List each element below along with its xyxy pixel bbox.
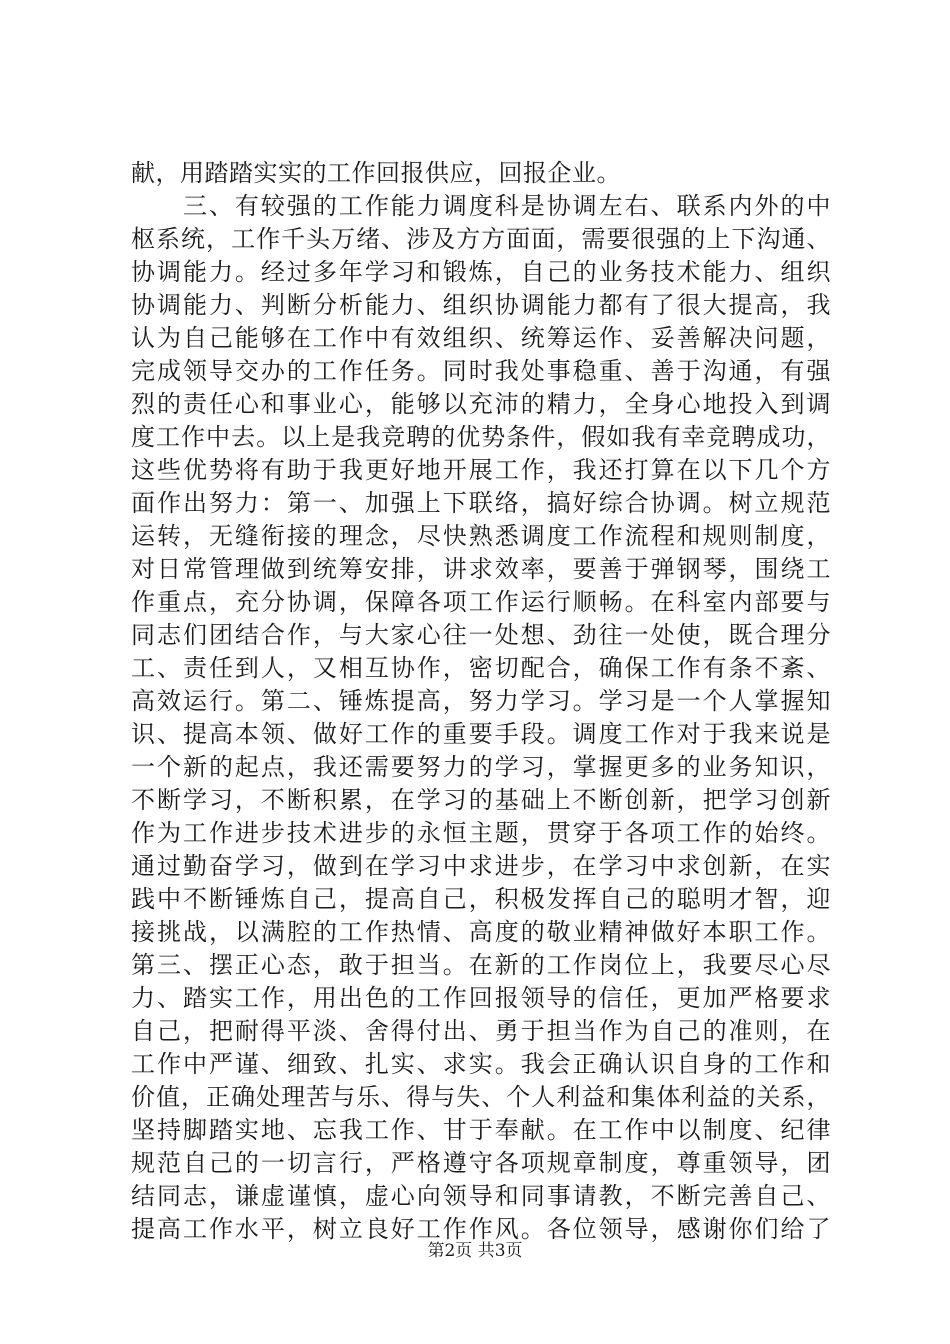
text-line-32: 结同志，谦虚谨慎，虚心向领导和同事请教，不断完善自己、 [131, 1182, 831, 1210]
text-line-6: 认为自己能够在工作中有效组织、统筹运作、妥善解决问题， [131, 324, 831, 352]
text-line-10: 这些优势将有助于我更好地开展工作，我还打算在以下几个方 [131, 456, 831, 484]
text-line-23: 践中不断锤炼自己，提高自己，积极发挥自己的聪明才智，迎 [131, 885, 831, 913]
text-line-20: 不断学习，不断积累，在学习的基础上不断创新，把学习创新 [131, 786, 831, 814]
text-line-4: 协调能力。经过多年学习和锻炼，自己的业务技术能力、组织 [131, 258, 831, 286]
text-line-31: 规范自己的一切言行，严格遵守各项规章制度，尊重领导，团 [131, 1149, 831, 1177]
text-line-27: 自己，把耐得平淡、舍得付出、勇于担当作为自己的准则，在 [131, 1017, 831, 1045]
document-body [131, 157, 831, 1246]
text-line-14: 作重点，充分协调，保障各项工作运行顺畅。在科室内部要与 [131, 588, 831, 616]
text-line-26: 力、踏实工作，用出色的工作回报领导的信任，更加严格要求 [131, 984, 831, 1012]
text-line-15: 同志们团结合作，与大家心往一处想、劲往一处使，既合理分 [131, 621, 831, 649]
text-line-13: 对日常管理做到统筹安排，讲求效率，要善于弹钢琴，围绕工 [131, 555, 831, 583]
text-line-24: 接挑战，以满腔的工作热情、高度的敬业精神做好本职工作。 [131, 918, 831, 946]
text-line-5: 协调能力、判断分析能力、组织协调能力都有了很大提高，我 [131, 291, 831, 319]
text-line-19: 一个新的起点，我还需要努力的学习，掌握更多的业务知识， [131, 753, 831, 781]
text-line-1: 献，用踏踏实实的工作回报供应，回报企业。 [131, 159, 621, 187]
text-line-29: 价值，正确处理苦与乐、得与失、个人利益和集体利益的关系， [131, 1083, 831, 1111]
page-footer [0, 1236, 950, 1261]
text-line-33: 提高工作水平，树立良好工作作风。各位领导，感谢你们给了 [131, 1215, 831, 1243]
text-line-21: 作为工作进步技术进步的永恒主题，贯穿于各项工作的始终。 [131, 819, 831, 847]
text-line-11: 面作出努力：第一、加强上下联络，搞好综合协调。树立规范 [131, 489, 831, 517]
text-line-16: 工、责任到人，又相互协作，密切配合，确保工作有条不紊、 [131, 654, 831, 682]
text-line-25: 第三、摆正心态，敢于担当。在新的工作岗位上，我要尽心尽 [131, 951, 831, 979]
text-line-17: 高效运行。第二、锤炼提高，努力学习。学习是一个人掌握知 [131, 687, 831, 715]
text-line-8: 烈的责任心和事业心，能够以充沛的精力，全身心地投入到调 [131, 390, 831, 418]
text-line-22: 通过勤奋学习，做到在学习中求进步，在学习中求创新，在实 [131, 852, 831, 880]
text-line-9: 度工作中去。以上是我竞聘的优势条件，假如我有幸竞聘成功， [131, 423, 831, 451]
text-line-12: 运转，无缝衔接的理念，尽快熟悉调度工作流程和规则制度， [131, 522, 831, 550]
text-line-30: 坚持脚踏实地、忘我工作、甘于奉献。在工作中以制度、纪律 [131, 1116, 831, 1144]
page-number-label: 第2页 共3页 [427, 1241, 523, 1261]
text-line-3: 枢系统，工作千头万绪、涉及方方面面，需要很强的上下沟通、 [131, 225, 831, 253]
text-line-18: 识、提高本领、做好工作的重要手段。调度工作对于我来说是 [131, 720, 831, 748]
text-line-2: 三、有较强的工作能力调度科是协调左右、联系内外的中 [131, 192, 831, 220]
text-line-28: 工作中严谨、细致、扎实、求实。我会正确认识自身的工作和 [131, 1050, 831, 1078]
text-line-7: 完成领导交办的工作任务。同时我处事稳重、善于沟通，有强 [131, 357, 831, 385]
